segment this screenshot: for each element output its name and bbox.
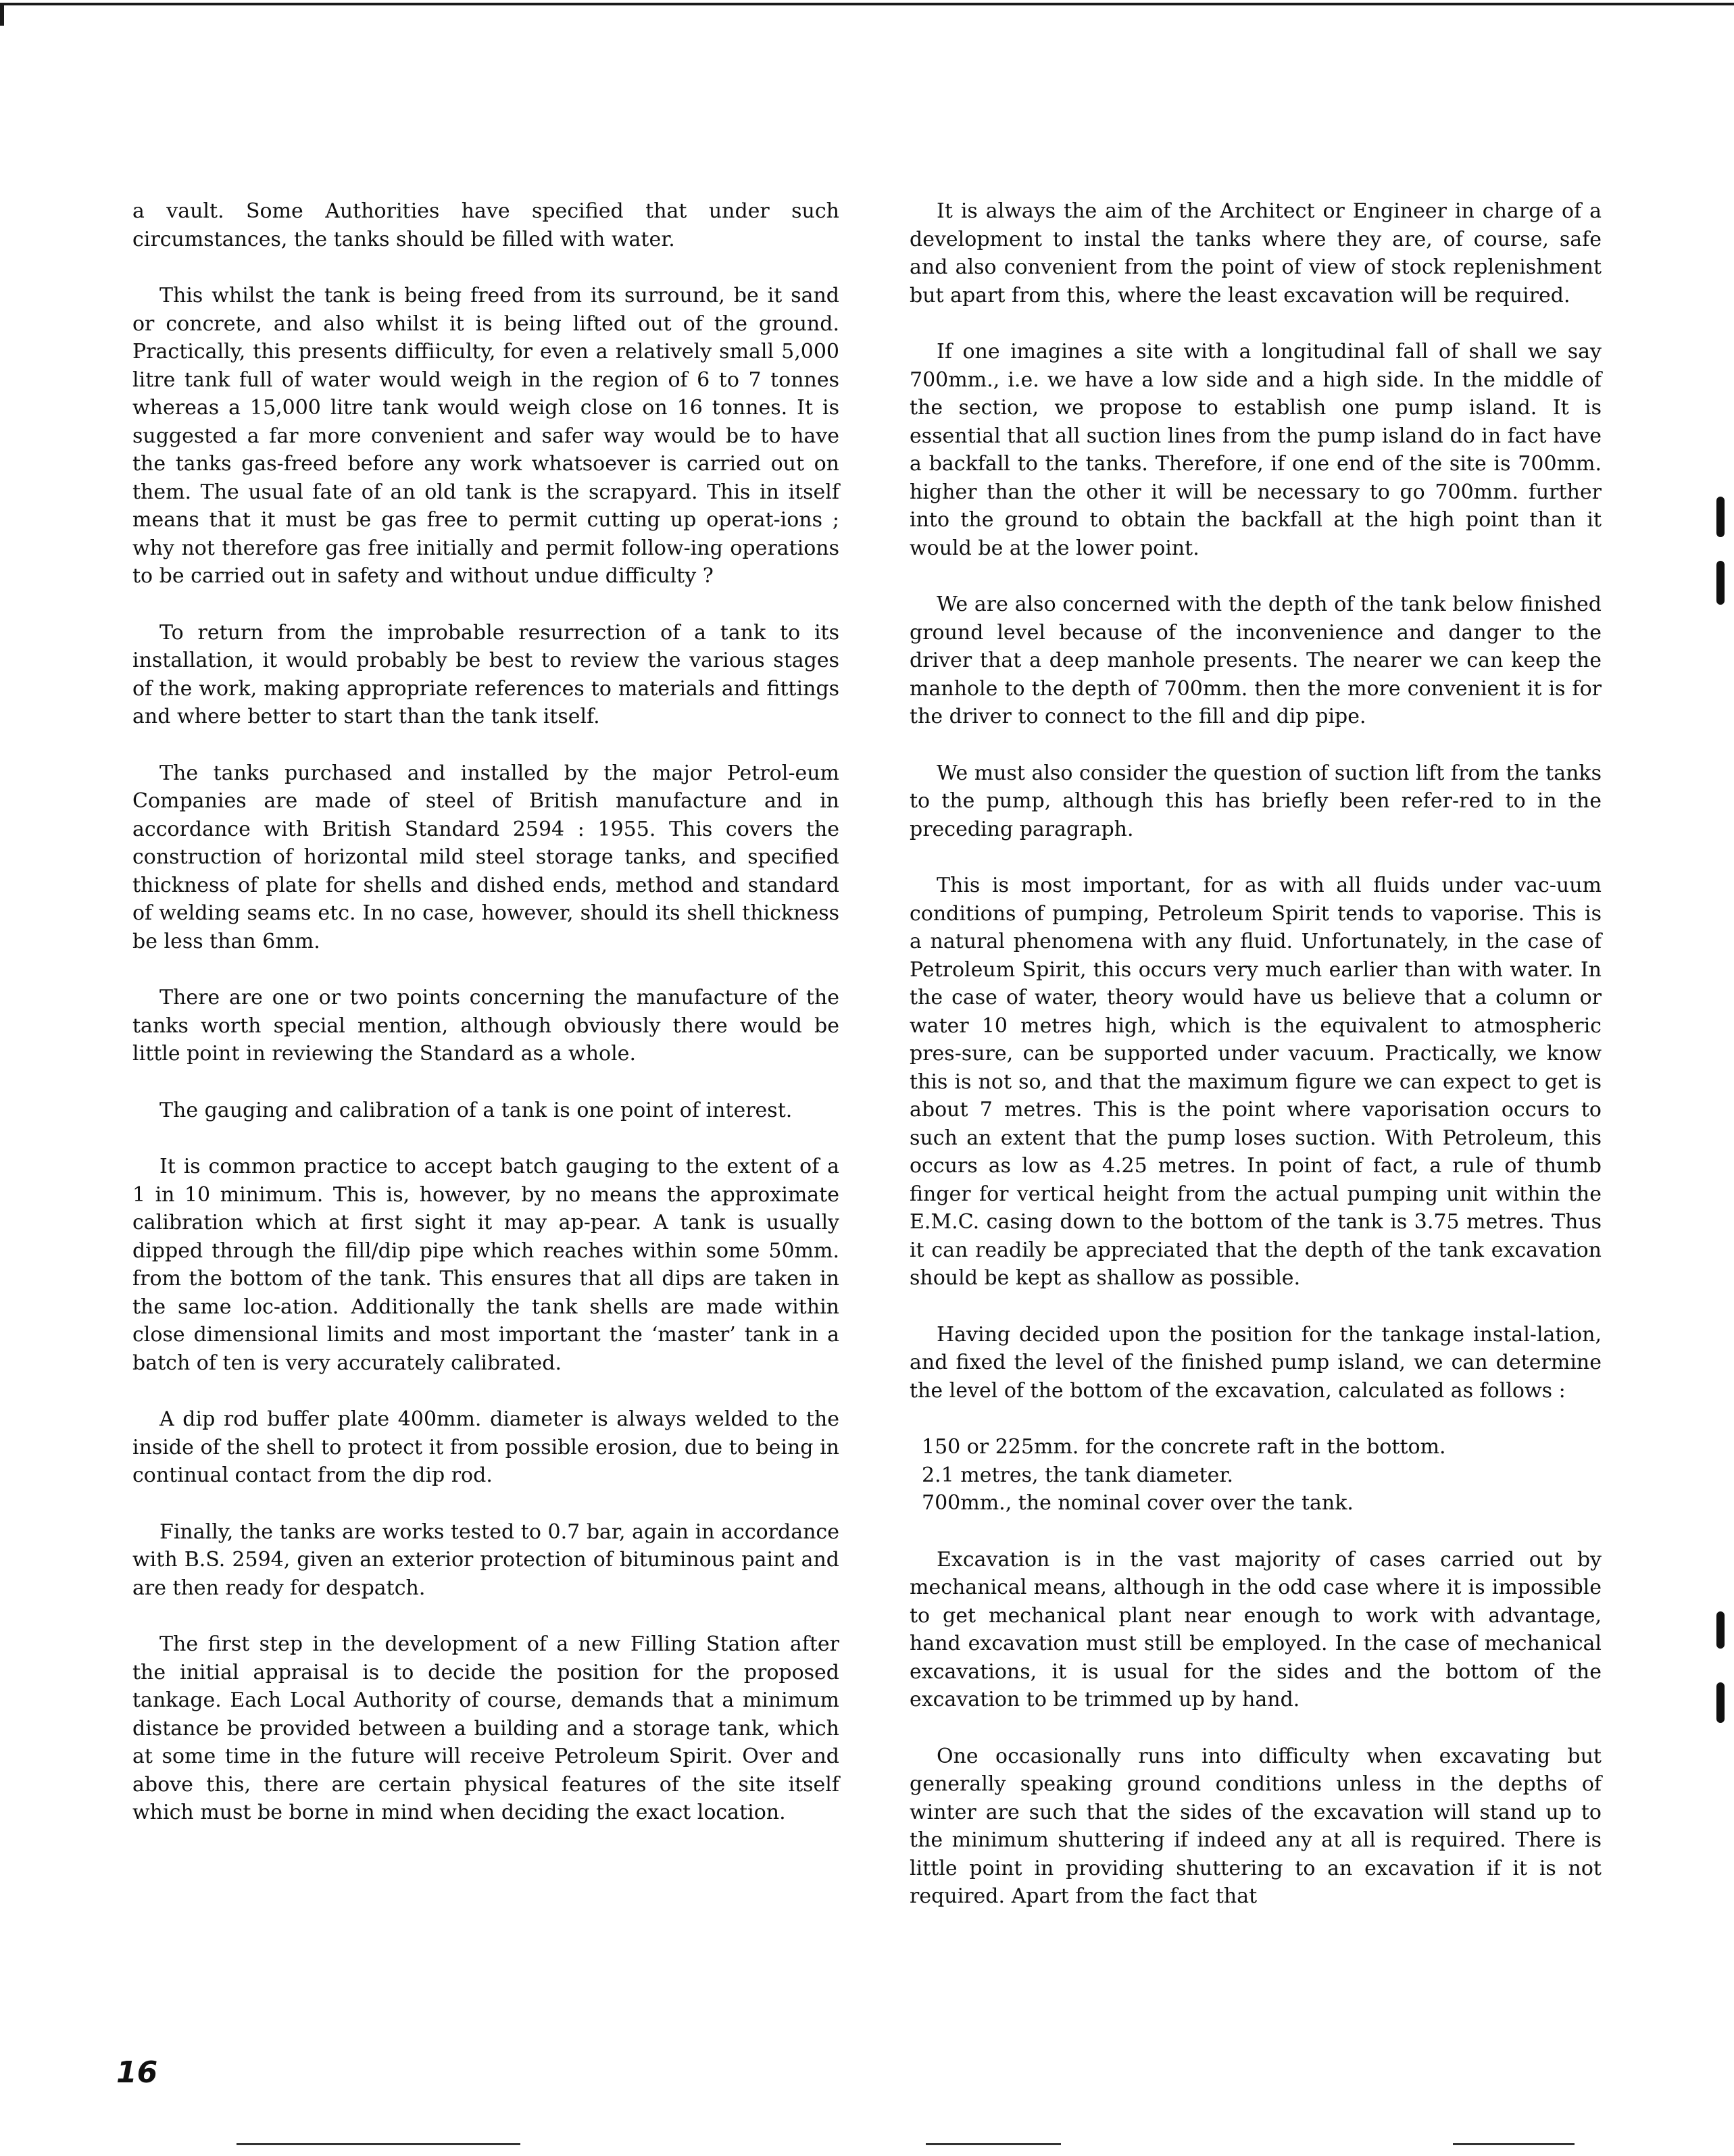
margin-binding-mark [1716, 1611, 1725, 1649]
paragraph: Finally, the tanks are works tested to 0.7 bar, again in accordance with B.S. 2594, given an exterior protection of bituminous paint and are then ready for despatch. [132, 1520, 839, 1600]
page-corner-mark [0, 3, 4, 26]
paragraph: We are also concerned with the depth of the tank below finished ground level because of the inconvenience and danger to the driver that a deep manhole presents. The nearer we can keep the manhole to the depth of 700mm. then the more convenient it is for the driver to connect to the fill and dip pipe. [910, 593, 1602, 728]
bottom-edge-mark [237, 2143, 520, 2145]
paragraph: The tanks purchased and installed by the major Petrol-eum Companies are made of steel of British manufacture and in accordance with British Standard 2594 : 1955. This covers the construction of horizontal mild steel storage tanks, and specified thickness of plate for shells and dished ends, method and standard of welding seams etc. In no case, however, should its shell thickness be less than 6mm. [132, 761, 839, 953]
bottom-edge-mark [1453, 2143, 1575, 2145]
paragraph: Excavation is in the vast majority of cases carried out by mechanical means, although in the odd case where it is impossible to get mechanical plant near enough to work with advantage, hand excavation must still be employed. In the case of mechanical excavations, it is usual for the sides and the bottom of the excavation to be trimmed up by hand. [910, 1547, 1602, 1711]
paragraph: Having decided upon the position for the tankage instal-lation, and fixed the level of the finished pump island, we can determine the level of the bottom of the excavation, calculated as follows : [910, 1322, 1602, 1403]
margin-binding-mark [1716, 1682, 1725, 1723]
left-column [132, 197, 839, 1855]
paragraph: We must also consider the question of suction lift from the tanks to the pump, although this has briefly been refer-red to in the preceding paragraph. [910, 761, 1602, 841]
paragraph: A dip rod buffer plate 400mm. diameter is always welded to the inside of the shell to protect it from possible erosion, due to being in continual contact from the dip rod. [132, 1407, 839, 1487]
paragraph: The gauging and calibration of a tank is one point of interest. [159, 1098, 793, 1122]
paragraph: This is most important, for as with all fluids under vac-uum conditions of pumping, Petroleum Spirit tends to vaporise. This is a natural phenomena with any fluid. Unfortunately, in the case of Petroleum Spirit, this occurs very much earlier than with water. In the case of water, theory would have us believe that a column or water 10 metres high, which is the equivalent to atmospheric pres-sure, can be supported under vacuum. Practically, we know this is not so, and that the maximum figure we can expect to get is about 7 metres. This is the point where vaporisation occurs to such an extent that the pump loses suction. With Petroleum, this occurs as low as 4.25 metres. In point of fact, a rule of thumb finger for vertical height from the actual pumping unit within the E.M.C. casing down to the bottom of the tank is 3.75 metres. Thus it can readily be appreciated that the depth of the tank excavation should be kept as shallow as possible. [910, 874, 1602, 1290]
calculation-list [922, 1433, 1602, 1518]
paragraph: To return from the improbable resurrection of a tank to its installation, it would probably be best to review the various stages of the work, making appropriate references to materials and fittings and where better to start than the tank itself. [132, 620, 839, 728]
list-item: 150 or 225mm. for the concrete raft in the bottom. [922, 1435, 1446, 1459]
bottom-edge-mark [926, 2143, 1061, 2145]
page-number: 16 [116, 2055, 158, 2090]
paragraph: One occasionally runs into difficulty when excavating but generally speaking ground conditions unless in the depths of winter are such that the sides of the excavation will stand up to the minimum shuttering if indeed any at all is required. There is little point in providing shuttering to an excavation if it is not required. Apart from the fact that [910, 1744, 1602, 1908]
margin-binding-mark [1716, 561, 1725, 605]
list-item: 700mm., the nominal cover over the tank. [922, 1491, 1354, 1515]
paragraph: This whilst the tank is being freed from its surround, be it sand or concrete, and also whilst it is being lifted out of the ground. Practically, this presents diffiiculty, for even a relatively small 5,000 litre tank full of water would weigh in the region of 6 to 7 tonnes whereas a 15,000 litre tank would weigh close on 16 tonnes. It is suggested a far more convenient and safer way would be to have the tanks gas-freed before any work whatsoever is carried out on them. The usual fate of an old tank is the scrapyard. This in itself means that it must be gas free to permit cutting up operat-ions ; why not therefore gas free initially and permit follow-ing operations to be carried out in safety and without undue difficulty ? [132, 284, 839, 588]
paragraph: The first step in the development of a new Filling Station after the initial appraisal is to decide the position for the proposed tankage. Each Local Authority of course, demands that a minimum distance be provided between a building and a storage tank, which at some time in the future will receive Petroleum Spirit. Over and above this, there are certain physical features of the site itself which must be borne in mind when deciding the exact location. [132, 1632, 839, 1824]
paragraph: It is common practice to accept batch gauging to the extent of a 1 in 10 minimum. This is, however, by no means the approximate calibration which at first sight it may ap-pear. A tank is usually dipped through the fill/dip pipe which reaches within some 50mm. from the bottom of the tank. This ensures that all dips are taken in the same loc-ation. Additionally the tank shells are made within close dimensional limits and most important the ‘master’ tank in a batch of ten is very accurately calibrated. [132, 1155, 839, 1375]
list-item: 2.1 metres, the tank diameter. [922, 1463, 1233, 1487]
paragraph: There are one or two points concerning the manufacture of the tanks worth special mention, although obviously there would be little point in reviewing the Standard as a whole. [132, 986, 839, 1066]
right-column [910, 197, 1602, 1939]
margin-binding-mark [1716, 497, 1725, 537]
paragraph: It is always the aim of the Architect or Engineer in charge of a development to instal the tanks where they are, of course, safe and also convenient from the point of view of stock replenishment but apart from this, where the least excavation will be required. [910, 199, 1602, 307]
page-top-edge [0, 3, 1734, 5]
paragraph: a vault. Some Authorities have specified that under such circumstances, the tanks should be filled with water. [132, 199, 839, 251]
paragraph: If one imagines a site with a longitudinal fall of shall we say 700mm., i.e. we have a low side and a high side. In the middle of the section, we propose to establish one pump island. It is essential that all suction lines from the pump island do in fact have a backfall to the tanks. Therefore, if one end of the site is 700mm. higher than the other it will be necessary to go 700mm. further into the ground to obtain the backfall at the high point than it would be at the lower point. [910, 340, 1602, 560]
